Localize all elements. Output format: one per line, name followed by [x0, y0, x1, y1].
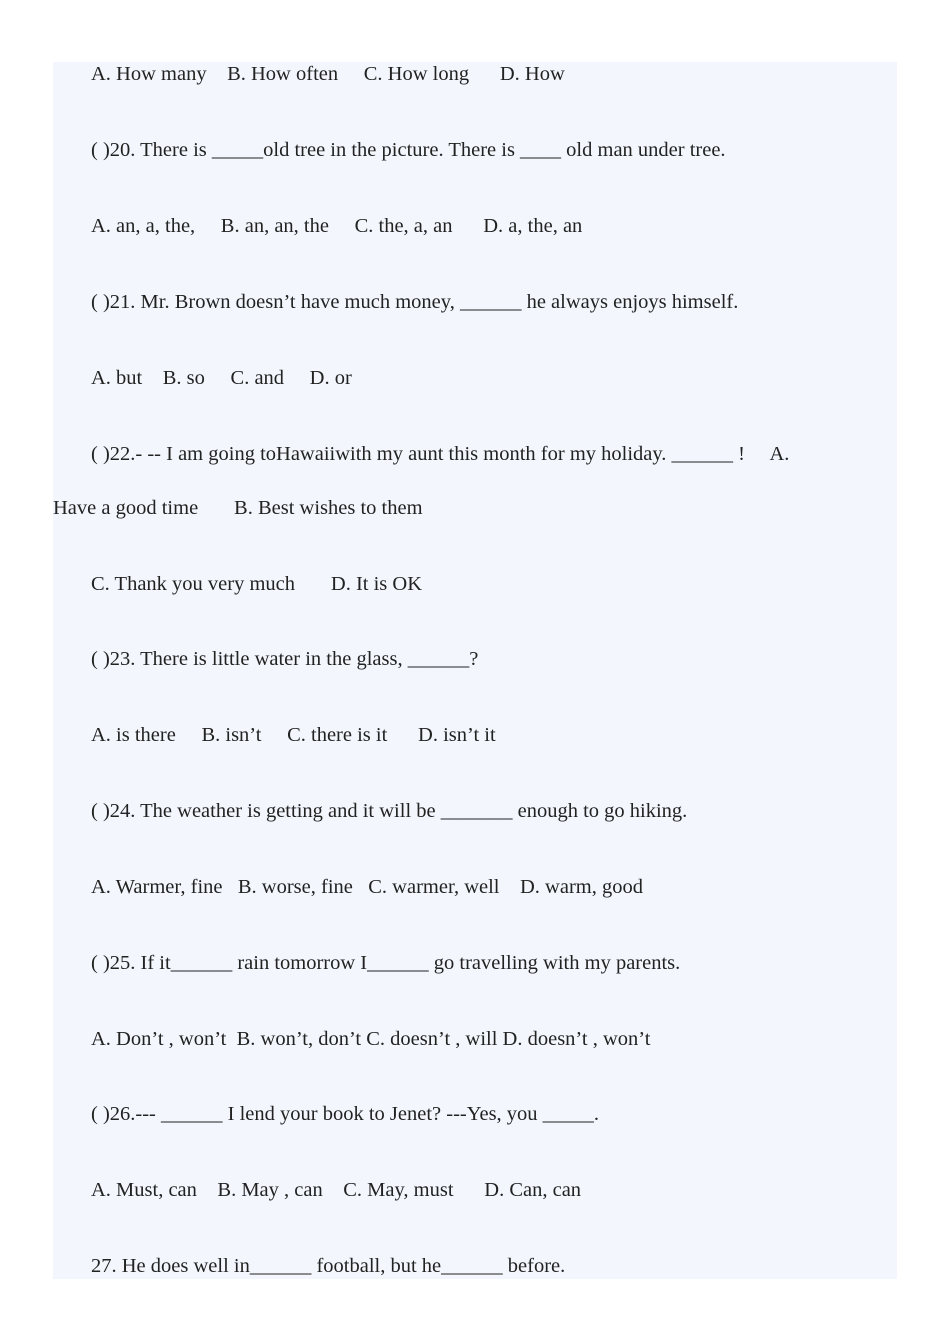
question-22: ( )22.- -- I am going toHawaiiwith my aunt this month for my holiday. ______ ! A.: [91, 443, 790, 465]
question-23: ( )23. There is little water in the glass, ______?: [91, 648, 479, 670]
question-27: 27. He does well in______ football, but he______ before.: [91, 1255, 566, 1277]
document-page: [53, 62, 897, 1279]
options-q19: A. How many B. How often C. How long D. How: [91, 63, 565, 85]
question-20: ( )20. There is _____old tree in the picture. There is ____ old man under tree.: [91, 139, 726, 161]
options-q25: A. Don’t , won’t B. won’t, don’t C. doesn’t , will D. doesn’t , won’t: [91, 1028, 651, 1050]
question-25: ( )25. If it______ rain tomorrow I______ go travelling with my parents.: [91, 952, 681, 974]
options-q20: A. an, a, the, B. an, an, the C. the, a, an D. a, the, an: [91, 215, 583, 237]
options-q26: A. Must, can B. May , can C. May, must D. Can, can: [91, 1179, 582, 1201]
options-q21: A. but B. so C. and D. or: [91, 367, 352, 389]
options-q24: A. Warmer, fine B. worse, fine C. warmer, well D. warm, good: [91, 876, 643, 898]
question-24: ( )24. The weather is getting and it will be _______ enough to go hiking.: [91, 800, 688, 822]
options-q23: A. is there B. isn’t C. there is it D. isn’t it: [91, 724, 496, 746]
question-21: ( )21. Mr. Brown doesn’t have much money, ______ he always enjoys himself.: [91, 291, 739, 313]
options-q22-line2: C. Thank you very much D. It is OK: [91, 573, 423, 595]
question-26: ( )26.--- ______ I lend your book to Jenet? ---Yes, you _____.: [91, 1103, 600, 1125]
options-q22-line1: Have a good time B. Best wishes to them: [53, 497, 423, 519]
